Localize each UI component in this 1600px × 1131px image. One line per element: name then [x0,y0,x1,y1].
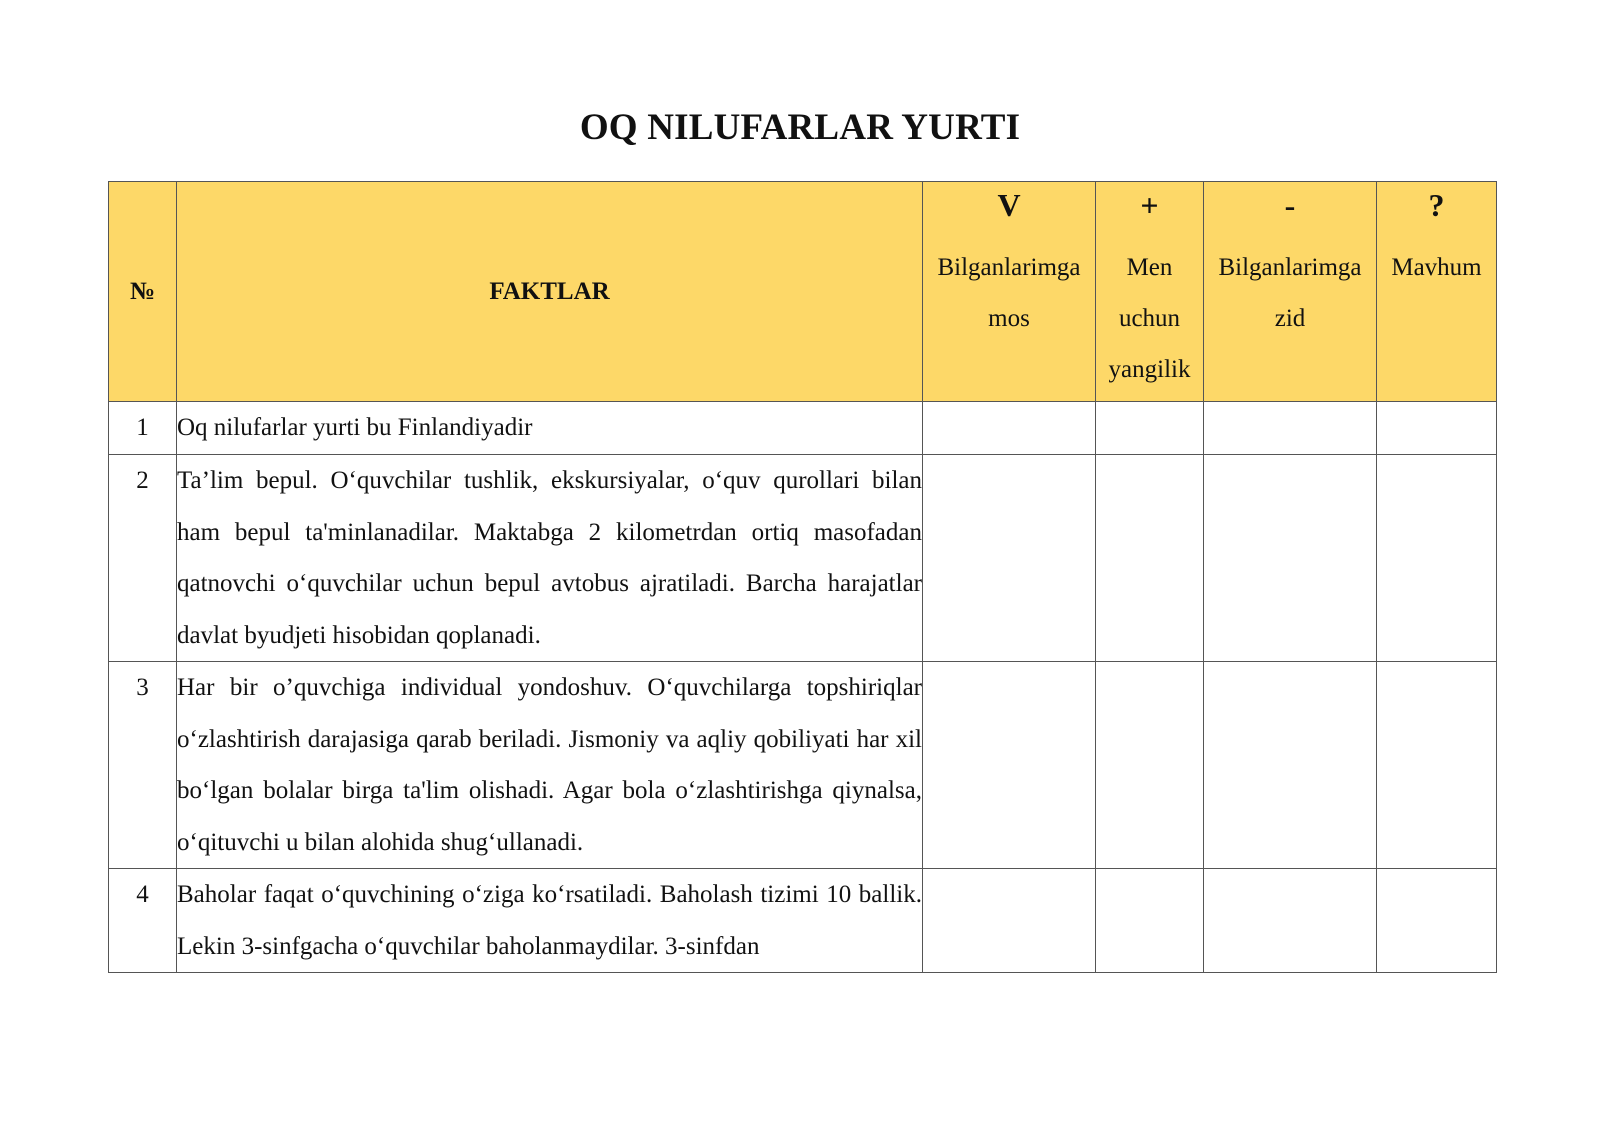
row-number: 4 [109,869,177,973]
header-col-new-line3: yangilik [1108,356,1191,383]
header-col-contradict [1204,182,1377,402]
table-row [109,455,1497,662]
row-number: 2 [109,455,177,662]
row-number: 1 [109,402,177,455]
contradict-cell[interactable] [1204,869,1377,973]
header-col-contradict-line1: Bilganlarimga [1218,254,1362,281]
header-col-agree-line1: Bilganlarimga [937,254,1081,281]
header-col-new [1096,182,1204,402]
new-cell[interactable] [1096,662,1204,869]
new-cell[interactable] [1096,455,1204,662]
check-symbol: V [997,187,1021,223]
header-row [109,182,1497,402]
header-col-agree [923,182,1096,402]
table-row [109,869,1497,973]
header-number: № [109,182,177,402]
fact-text: Ta’lim bepul. O‘quvchilar tushlik, ekskursiyalar, o‘quv qurollari bilan ham bepul ta'minlanadilar. Maktabga 2 kilometrdan ortiq masofadan qatnovchi o‘quvchilar uchun bepul avtobus ajratiladi. Barcha harajatlar davlat byudjeti hisobidan qoplanadi. [177,455,923,662]
row-number: 3 [109,662,177,869]
question-symbol: ? [1428,187,1445,223]
table-row [109,662,1497,869]
minus-symbol: - [1284,187,1296,223]
header-col-unclear [1377,182,1497,402]
agree-cell[interactable] [923,402,1096,455]
plus-symbol: + [1140,187,1159,223]
header-facts: FAKTLAR [177,182,923,402]
agree-cell[interactable] [923,455,1096,662]
header-col-new-line1: Men [1126,254,1173,281]
header-col-agree-line2: mos [988,305,1030,332]
facts-table [108,181,1497,973]
header-col-contradict-line2: zid [1274,305,1306,332]
unclear-cell[interactable] [1377,402,1497,455]
contradict-cell[interactable] [1204,455,1377,662]
fact-text-cell [177,869,923,973]
agree-cell[interactable] [923,662,1096,869]
header-col-new-line2: uchun [1118,305,1181,332]
unclear-cell[interactable] [1377,869,1497,973]
new-cell[interactable] [1096,402,1204,455]
header-col-unclear-line1: Mavhum [1391,254,1482,281]
page-title: OQ NILUFARLAR YURTI [579,107,1021,148]
new-cell[interactable] [1096,869,1204,973]
agree-cell[interactable] [923,869,1096,973]
unclear-cell[interactable] [1377,455,1497,662]
contradict-cell[interactable] [1204,662,1377,869]
unclear-cell[interactable] [1377,662,1497,869]
fact-text: Oq nilufarlar yurti bu Finlandiyadir [177,402,923,455]
fact-text: Har bir o’quvchiga individual yondoshuv. O‘quvchilarga topshiriqlar o‘zlashtirish darajasiga qarab beriladi. Jismoniy va aqliy qobiliyati har xil bo‘lgan bolalar birga ta'lim olishadi. Agar bola o‘zlashtirishga qiynalsa, o‘qituvchi u bilan alohida shug‘ullanadi. [177,662,923,869]
table-row [109,402,1497,455]
fact-text: Baholar faqat o‘quvchining o‘ziga ko‘rsatiladi. Baholash tizimi 10 ballik. Lekin 3-sinfgacha o‘quvchilar baholanmaydilar. 3-sinfdan [177,881,922,960]
contradict-cell[interactable] [1204,402,1377,455]
